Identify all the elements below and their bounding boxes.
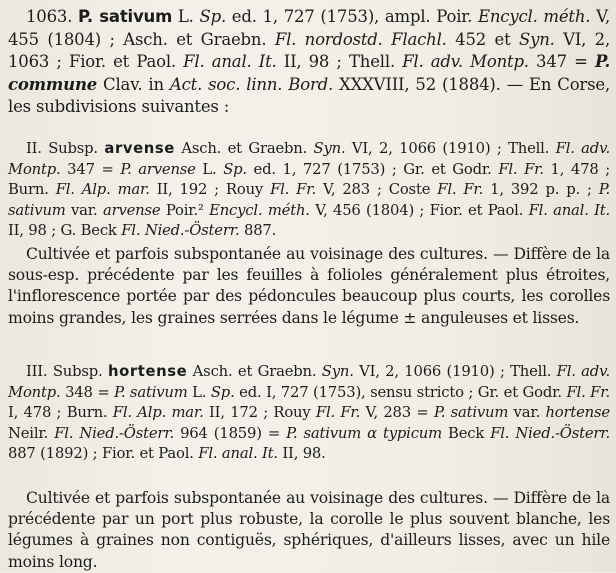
entry-1063: [8, 6, 610, 119]
entry-text: V, 283 =: [360, 404, 434, 422]
ref-title: Fl. nordostd. Flachl.: [274, 29, 447, 49]
entry-text: 1, 478 ; Burn.: [8, 160, 610, 199]
ref-title: Sp.: [210, 383, 235, 401]
entry-text: Beck: [441, 424, 491, 442]
entry-text: V, 456 (1804) ; Fior. et Paol.: [309, 201, 529, 219]
subsp-hortense-synonymy: [8, 362, 610, 465]
ref-title: Fl. Nied.-Österr.: [121, 222, 240, 240]
ref-title: Syn.: [321, 363, 354, 380]
ref-title: Sp.: [223, 160, 247, 178]
ref-title: Fl. Alp. mar.: [55, 181, 150, 199]
entry-text: Asch. et Graebn.: [174, 140, 314, 157]
entry-text: II, 192 ; Rouy: [149, 181, 271, 199]
synonym-name: P. sativum: [114, 383, 188, 401]
species-name: P. sativum: [78, 7, 173, 26]
subsp-hortense-description: Cultivée et parfois subspontanée au voisinage des cultures. — Diffère de la précédente par un port plus robuste, la corolle le plus souvent blanche, les légumes à graines non contiguës, sphériques, d'ailleurs lisses, avec un hile moins long.: [8, 489, 610, 571]
entry-text: V, 455 (1804) ; Asch. et Graebn.: [8, 7, 610, 49]
ref-title: Fl. adv. Montp.: [402, 52, 529, 72]
entry-text: VI, 2, 1063 ; Fior. et Paol.: [8, 29, 610, 72]
ref-title: Fl. Fr.: [437, 181, 484, 199]
subsp-number: III.: [26, 363, 48, 380]
ref-title: Fl. anal. It.: [528, 201, 610, 219]
entry-text: ed. I, 727 (1753), sensu stricto ; Gr. et Godr.: [234, 383, 567, 401]
synonym-name: P. arvense: [120, 160, 196, 178]
entry-text: II, 172 ; Rouy: [203, 404, 316, 422]
entry-text: VI, 2, 1066 (1910) ; Thell.: [353, 363, 557, 380]
entry-text: I, 478 ; Burn.: [8, 404, 113, 422]
entry-text: Subsp.: [47, 363, 108, 380]
entry-text: 887.: [239, 222, 277, 240]
entry-text: L.: [195, 160, 224, 178]
entry-text: II, 98.: [277, 445, 326, 463]
entry-text: VI, 2, 1066 (1910) ; Thell.: [345, 140, 556, 157]
ref-title: Fl. adv. Montp.: [8, 363, 610, 401]
synonym-name: P. commune: [8, 52, 611, 94]
entry-text: L.: [172, 7, 200, 26]
entry-text: 347 =: [528, 52, 595, 72]
ref-title: Fl. Fr.: [566, 383, 610, 401]
ref-title: Fl. anal. It.: [198, 445, 278, 463]
entry-number: 1063.: [26, 7, 73, 26]
ref-title: Fl. Fr.: [270, 181, 316, 199]
ref-title: Encycl. méth.: [209, 201, 310, 219]
entry-text: XXXVIII, 52 (1884). — En Corse, les subdivisions suivantes :: [8, 74, 610, 117]
synonym-name: arvense: [102, 201, 161, 219]
entry-text: 887 (1892) ; Fior. et Paol.: [8, 445, 199, 463]
ref-title: Fl. Nied.-Österr.: [490, 424, 611, 442]
entry-text: 1, 392 p. p. ;: [483, 181, 599, 199]
entry-text: II, 98 ; Thell.: [276, 52, 403, 72]
entry-text: 452 et: [446, 29, 519, 49]
synonym-name: P. sativum α typicum: [286, 424, 442, 442]
entry-text: var.: [508, 404, 546, 422]
ref-title: Encycl. méth.: [478, 7, 591, 26]
entry-text: var.: [65, 201, 103, 219]
entry-text: ed. 1, 727 (1753) ; Gr. et Godr.: [246, 160, 499, 178]
ref-title: Fl. Alp. mar.: [112, 404, 204, 422]
entry-text: Neilr.: [8, 424, 55, 442]
subsp-name: arvense: [104, 140, 175, 157]
ref-title: Fl. Fr.: [498, 160, 544, 178]
entry-text: Poir.²: [160, 201, 210, 219]
entry-text: L.: [187, 383, 211, 401]
ref-title: Syn.: [518, 29, 555, 49]
synonym-name: P. sativum: [433, 404, 509, 422]
entry-text: V, 283 ; Coste: [315, 181, 438, 199]
entry-text: Clav. in: [97, 74, 170, 94]
ref-title: Fl. anal. It.: [183, 52, 277, 72]
ref-title: Fl. Fr.: [315, 404, 361, 422]
ref-title: Act. soc. linn. Bord.: [169, 74, 334, 94]
subsp-name: hortense: [107, 363, 188, 380]
entry-text: 347 =: [60, 160, 121, 178]
ref-title: Fl. Nied.-Österr.: [54, 424, 175, 442]
entry-text: 348 =: [60, 383, 115, 401]
ref-title: Fl. adv. Montp.: [8, 140, 610, 178]
entry-text: Asch. et Graebn.: [187, 363, 322, 380]
entry-text: ed. 1, 727 (1753), ampl. Poir.: [226, 7, 479, 26]
entry-text: II, 98 ; G. Beck: [8, 222, 122, 240]
subsp-number: II.: [26, 140, 42, 157]
ref-title: Sp.: [199, 7, 226, 26]
subsp-arvense-description: Cultivée et parfois subspontanée au voisinage des cultures. — Diffère de la sous-esp. précédente par les feuilles à folioles généralement plus étroites, l'inflorescence portée par des pédoncules beaucoup plus courts, les corolles moins grandes, les graines serrées dans le légume ± anguleuses et lisses.: [8, 245, 610, 327]
synonym-name: P. sativum: [8, 181, 611, 219]
synonym-name: hortense: [545, 404, 610, 422]
subsp-arvense-synonymy: [8, 139, 610, 242]
entry-text: 964 (1859) =: [174, 424, 287, 442]
ref-title: Syn.: [313, 140, 346, 157]
entry-text: Subsp.: [41, 140, 105, 157]
